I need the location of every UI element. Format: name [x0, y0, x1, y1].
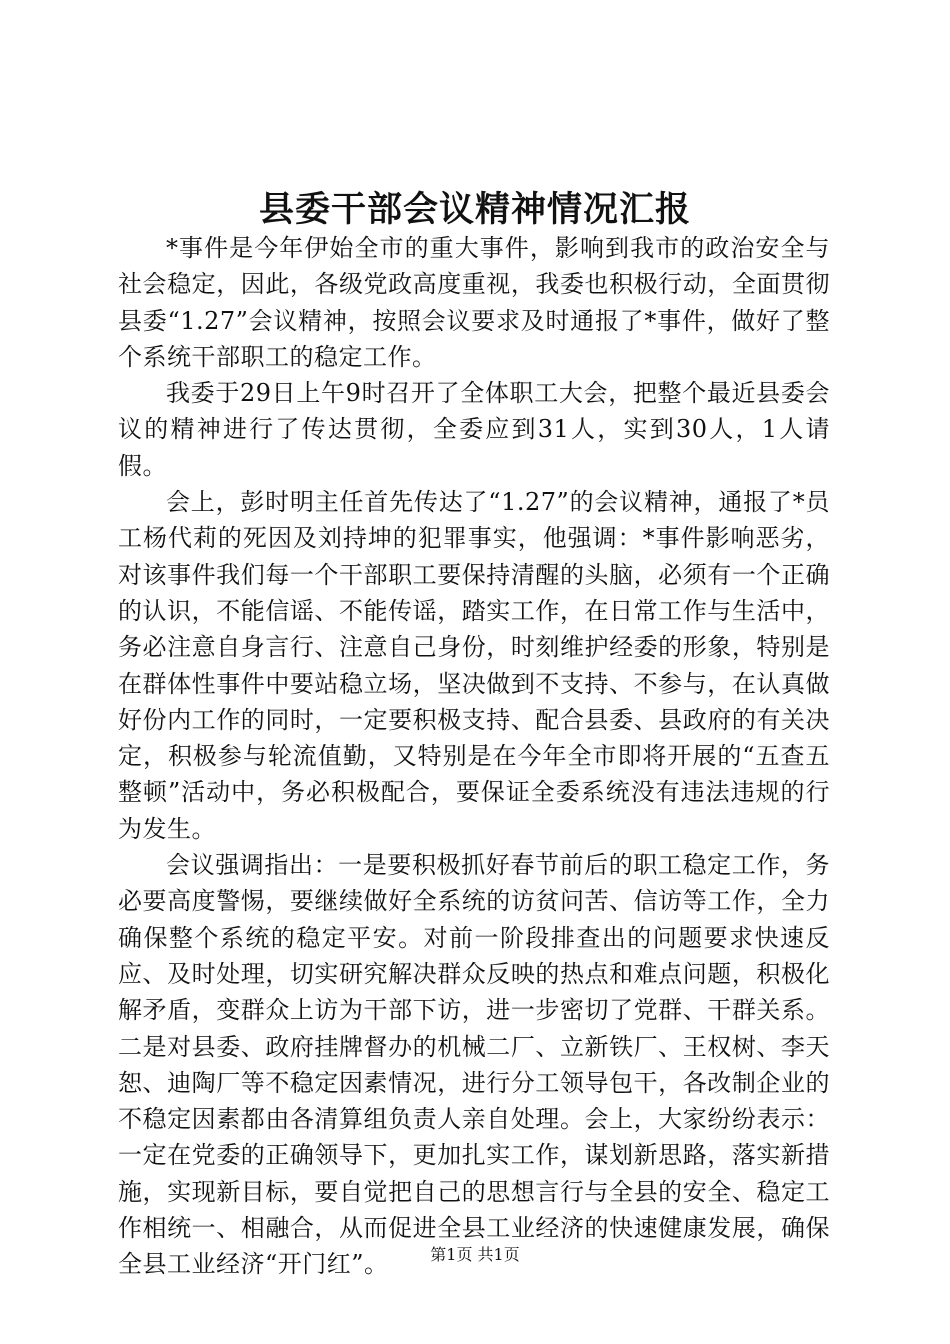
page-footer: 第1页 共1页: [430, 1245, 520, 1264]
paragraph-3: 会上，彭时明主任首先传达了“1.27”的会议精神，通报了*员工杨代莉的死因及刘持坤的犯罪事实，他强调：*事件影响恶劣，对该事件我们每一个干部职工要保持清醒的头脑，必须有一个正确的认识，不能信谣、不能传谣，踏实工作，在日常工作与生活中，务必注意自身言行、注意自己身份，时刻维护经委的形象，特别是在群体性事件中要站稳立场，坚决做到不支持、不参与，在认真做好份内工作的同时，一定要积极支持、配合县委、县政府的有关决定，积极参与轮流值勤，又特别是在今年全市即将开展的“五查五整顿”活动中，务必积极配合，要保证全委系统没有违法违规的行为发生。: [118, 488, 830, 843]
paragraph-1: *事件是今年伊始全市的重大事件，影响到我市的政治安全与社会稳定，因此，各级党政高度重视，我委也积极行动，全面贯彻县委“1.27”会议精神，按照会议要求及时通报了*事件，做好了整个系统干部职工的稳定工作。: [118, 234, 830, 371]
paragraph-4: 会议强调指出：一是要积极抓好春节前后的职工稳定工作，务必要高度警惕，要继续做好全系统的访贫问苦、信访等工作，全力确保整个系统的稳定平安。对前一阶段排查出的问题要求快速反应、及时处理，切实研究解决群众反映的热点和难点问题，积极化解矛盾，变群众上访为干部下访，进一步密切了党群、干群关系。二是对县委、政府挂牌督办的机械二厂、立新铁厂、王权树、李天恕、迪陶厂等不稳定因素情况，进行分工领导包干，各改制企业的不稳定因素都由各清算组负责人亲自处理。会上，大家纷纷表示：一定在党委的正确领导下，更加扎实工作，谋划新思路，落实新措施，实现新目标，要自觉把自己的思想言行与全县的安全、稳定工作相统一、相融合，从而促进全县工业经济的快速健康发展，确保全县工业经济“开门红”。: [118, 851, 830, 1279]
paragraph-2: 我委于29日上午9时召开了全体职工大会，把整个最近县委会议的精神进行了传达贯彻，全委应到31人，实到30人，1人请假。: [118, 379, 830, 480]
document-body: [118, 230, 830, 1283]
page-title: 县委干部会议精神情况汇报: [258, 189, 691, 230]
